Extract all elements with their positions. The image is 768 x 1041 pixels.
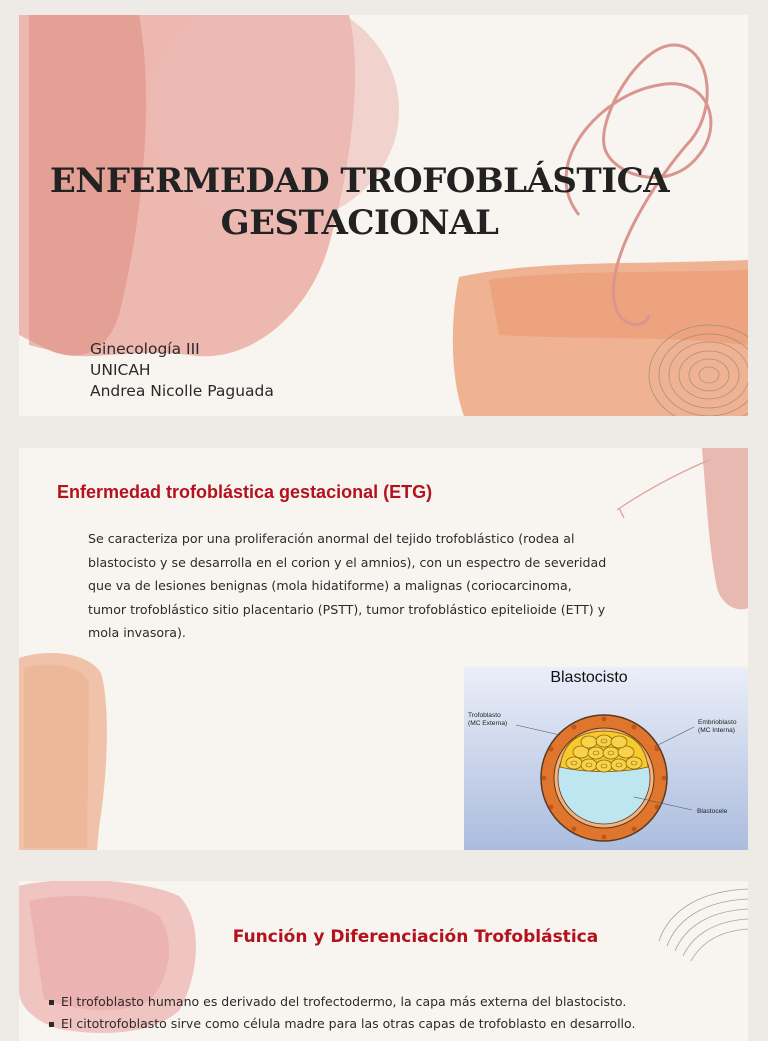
paragraph-line: blastocisto y se desarrolla en el corion y el amnios), con un espectro de severidad bbox=[88, 554, 607, 570]
bullet-text: El citotrofoblasto sirve como célula madre para las otras capas de trofoblasto en desarrollo. bbox=[61, 1016, 636, 1031]
course-name: Ginecología III bbox=[90, 340, 200, 358]
figure-title: Blastocisto bbox=[550, 669, 628, 686]
author-name: Andrea Nicolle Paguada bbox=[90, 382, 274, 400]
section-heading: Enfermedad trofoblástica gestacional (ETG) bbox=[57, 482, 433, 502]
bullet-text: El trofoblasto humano es derivado del trofectodermo, la capa más externa del blastocisto. bbox=[61, 994, 627, 1009]
definition-paragraph bbox=[88, 527, 628, 645]
paragraph-line: tumor trofoblástico sitio placentario (PSTT), tumor trofoblástico epitelioide (ETT) y bbox=[88, 601, 606, 617]
institution-name: UNICAH bbox=[90, 361, 151, 379]
label-line: Embrioblasto bbox=[698, 719, 737, 726]
presentation-title bbox=[19, 160, 700, 244]
function-slide bbox=[19, 881, 748, 1041]
label-line: Trofoblasto bbox=[468, 712, 501, 719]
section-heading: Función y Diferenciación Trofoblástica bbox=[232, 927, 599, 947]
paragraph-line: Se caracteriza por una proliferación anormal del tejido trofoblástico (rodea al bbox=[88, 531, 575, 546]
label-trofoblasto bbox=[468, 712, 507, 728]
paragraph-line: que va de lesiones benignas (mola hidatiforme) a malignas (coriocarcinoma, bbox=[88, 578, 572, 593]
definition-slide bbox=[19, 448, 748, 850]
blastocyst-figure bbox=[464, 667, 748, 850]
title-line: ENFERMEDAD TROFOBLÁSTICA bbox=[49, 161, 670, 201]
paragraph-line: mola invasora). bbox=[88, 625, 186, 640]
label-line: (MC Externa) bbox=[468, 720, 508, 727]
list-item bbox=[47, 1013, 635, 1035]
bullet-list bbox=[47, 991, 635, 1035]
list-item bbox=[47, 991, 635, 1013]
bullet-icon bbox=[49, 1000, 54, 1005]
bullet-icon bbox=[49, 1022, 54, 1027]
title-line: GESTACIONAL bbox=[220, 203, 499, 243]
blastocyst-illustration bbox=[464, 667, 748, 850]
label-blastocele: Blastocele bbox=[697, 808, 728, 815]
label-line: (MC Interna) bbox=[698, 727, 736, 734]
label-embrioblasto bbox=[698, 719, 736, 735]
title-slide bbox=[19, 15, 748, 416]
presentation-meta bbox=[90, 339, 274, 402]
